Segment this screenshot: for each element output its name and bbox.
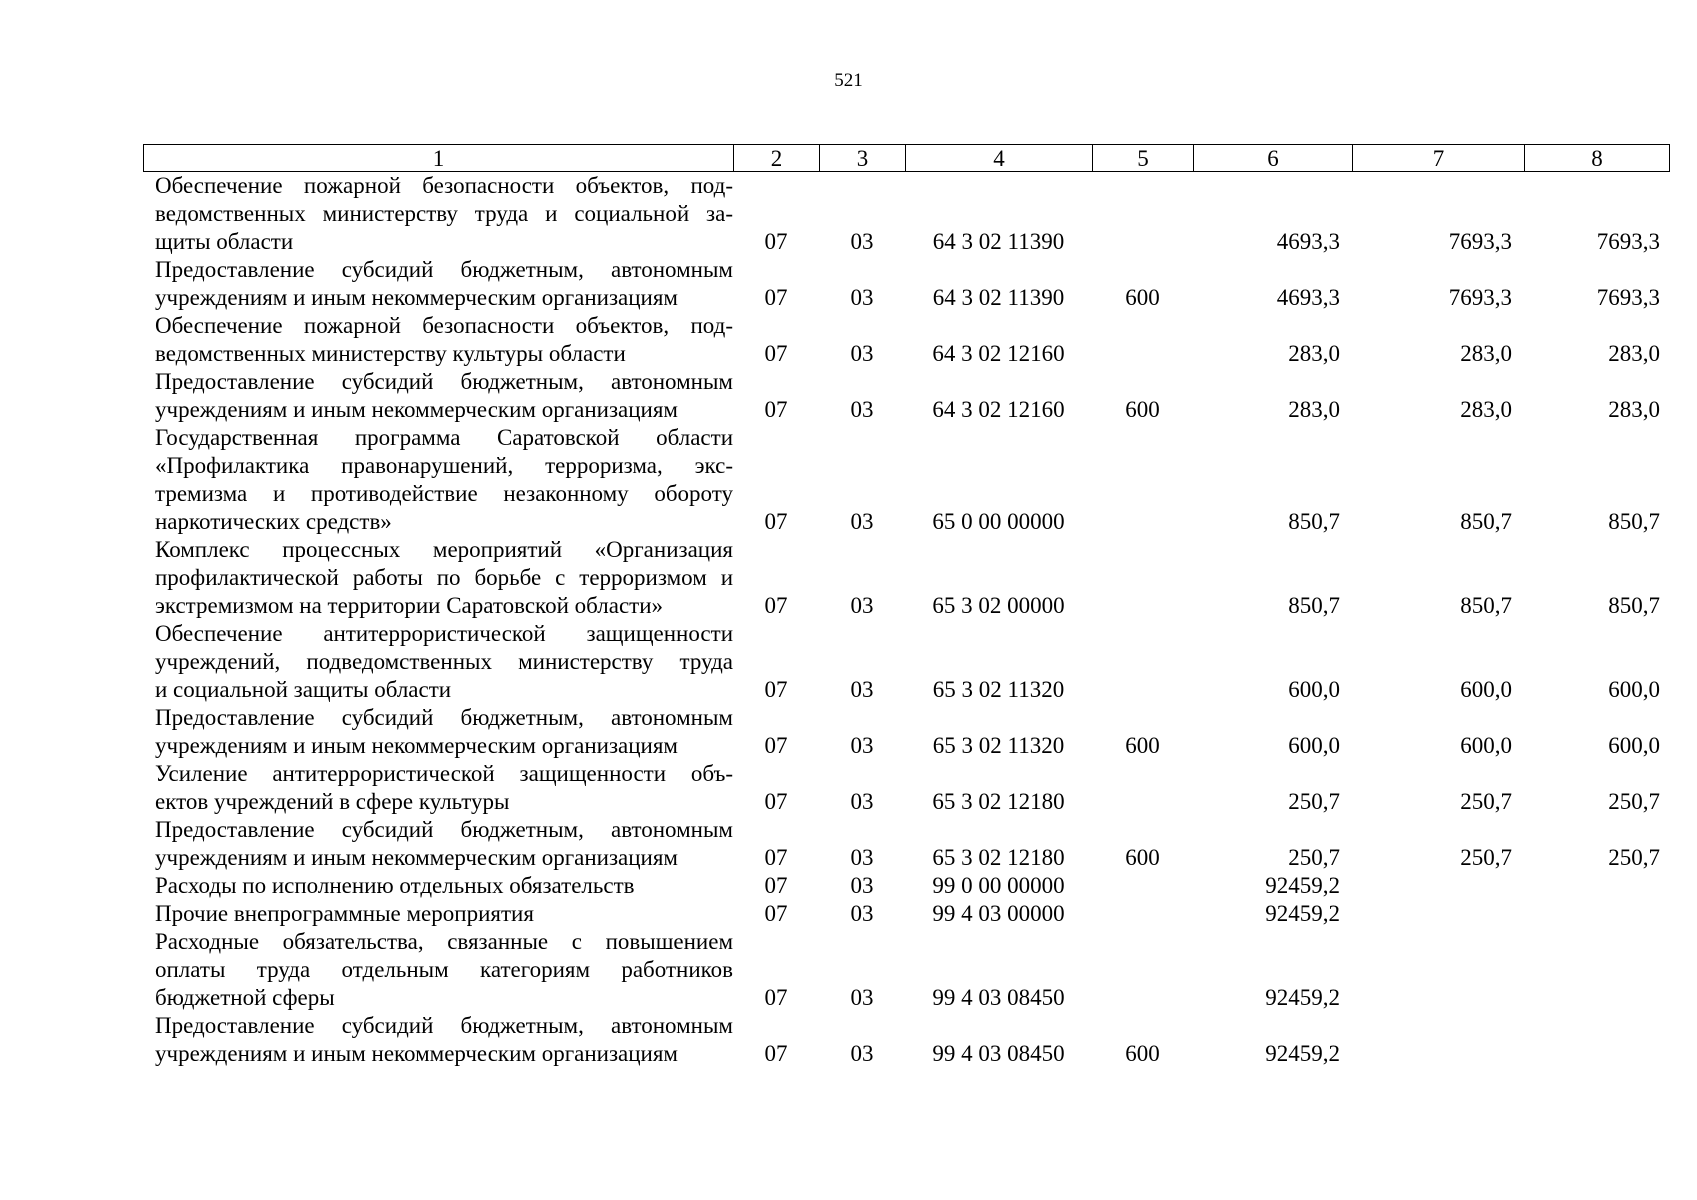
- row-description: [143, 1012, 733, 1068]
- target-article-code: 65 3 02 12180: [932, 845, 1065, 870]
- expense-type-code: 600: [1125, 1041, 1160, 1066]
- amount-year-2: 7693,3: [1448, 229, 1512, 254]
- subsection-code: 03: [850, 593, 874, 618]
- section-code: 07: [764, 901, 788, 926]
- table-row: [143, 928, 1670, 1012]
- row-description: [143, 704, 733, 760]
- amount-year-3: 850,7: [1608, 593, 1660, 618]
- amount-year-3: 250,7: [1608, 789, 1660, 814]
- amount-year-1: 92459,2: [1265, 901, 1340, 926]
- header-col-5: 5: [1093, 145, 1194, 171]
- section-code: 07: [764, 985, 788, 1010]
- amount-year-1: 4693,3: [1276, 285, 1340, 310]
- table-row: [143, 816, 1670, 872]
- table-row: [143, 172, 1670, 256]
- description-line: учреждениям и иным некоммерческим организациям: [155, 1041, 678, 1066]
- description-line: Предоставление субсидий бюджетным, автономным: [155, 705, 733, 730]
- subsection-code: 03: [850, 677, 874, 702]
- amount-year-3: [1524, 900, 1670, 928]
- expense-type-code: [1092, 872, 1193, 900]
- header-col-1: 1: [144, 145, 734, 171]
- table-body: [143, 172, 1670, 1068]
- table-row: [143, 620, 1670, 704]
- description-line: Прочие внепрограммные мероприятия: [155, 901, 534, 926]
- amount-year-3: [1524, 928, 1670, 1012]
- description-line: учреждений, подведомственных министерству труда: [155, 649, 733, 674]
- subsection-code: 03: [850, 229, 874, 254]
- section-code: 07: [764, 229, 788, 254]
- expense-type-code: [1092, 312, 1193, 368]
- table-row: [143, 256, 1670, 312]
- subsection-code: 03: [850, 845, 874, 870]
- expense-type-code: [1092, 620, 1193, 704]
- target-article-code: 99 4 03 08450: [932, 1041, 1065, 1066]
- table-row: [143, 536, 1670, 620]
- amount-year-3: 283,0: [1608, 341, 1660, 366]
- target-article-code: 99 4 03 00000: [932, 901, 1065, 926]
- amount-year-2: [1352, 872, 1524, 900]
- target-article-code: 65 3 02 11320: [932, 677, 1065, 702]
- amount-year-1: 4693,3: [1276, 229, 1340, 254]
- amount-year-1: 92459,2: [1265, 985, 1340, 1010]
- subsection-code: 03: [850, 341, 874, 366]
- description-line: тремизма и противодействие незаконному обороту: [155, 481, 733, 506]
- amount-year-1: 850,7: [1288, 509, 1340, 534]
- table-row: [143, 704, 1670, 760]
- amount-year-3: 283,0: [1608, 397, 1660, 422]
- section-code: 07: [764, 593, 788, 618]
- expense-type-code: [1092, 424, 1193, 536]
- amount-year-1: 92459,2: [1265, 1041, 1340, 1066]
- amount-year-3: 7693,3: [1596, 285, 1660, 310]
- section-code: 07: [764, 509, 788, 534]
- subsection-code: 03: [850, 397, 874, 422]
- amount-year-1: 600,0: [1288, 677, 1340, 702]
- amount-year-3: 250,7: [1608, 845, 1660, 870]
- target-article-code: 65 3 02 00000: [932, 593, 1065, 618]
- row-description: [143, 172, 733, 256]
- description-line: учреждениям и иным некоммерческим организациям: [155, 845, 678, 870]
- amount-year-3: 7693,3: [1596, 229, 1660, 254]
- expense-type-code: 600: [1125, 845, 1160, 870]
- description-line: Обеспечение антитеррористической защищенности: [155, 621, 733, 646]
- expense-type-code: [1092, 928, 1193, 1012]
- target-article-code: 64 3 02 11390: [932, 229, 1065, 254]
- row-description: [143, 620, 733, 704]
- subsection-code: 03: [850, 873, 874, 898]
- section-code: 07: [764, 397, 788, 422]
- section-code: 07: [764, 845, 788, 870]
- description-line: ведомственных министерству культуры области: [155, 341, 626, 366]
- table-row: [143, 368, 1670, 424]
- table-row: [143, 900, 1670, 928]
- amount-year-2: [1352, 1012, 1524, 1068]
- description-line: Обеспечение пожарной безопасности объектов, под-: [155, 313, 733, 338]
- target-article-code: 99 0 00 00000: [932, 873, 1065, 898]
- amount-year-3: 600,0: [1608, 677, 1660, 702]
- amount-year-1: 600,0: [1288, 733, 1340, 758]
- table-row: [143, 1012, 1670, 1068]
- section-code: 07: [764, 1041, 788, 1066]
- header-col-8: 8: [1591, 146, 1603, 171]
- description-line: экстремизмом на территории Саратовской области»: [155, 593, 664, 618]
- table-header: [143, 144, 1670, 172]
- description-line: Государственная программа Саратовской области: [155, 425, 733, 450]
- amount-year-2: 283,0: [1460, 397, 1512, 422]
- section-code: 07: [764, 285, 788, 310]
- header-col-3: 3: [820, 145, 906, 171]
- section-code: 07: [764, 873, 788, 898]
- description-line: учреждениям и иным некоммерческим организациям: [155, 285, 678, 310]
- header-col-4: 4: [906, 145, 1093, 171]
- target-article-code: 64 3 02 12160: [932, 397, 1065, 422]
- description-line: бюджетной сферы: [155, 985, 335, 1010]
- description-line: ведомственных министерству труда и социальной за-: [155, 201, 733, 226]
- amount-year-2: 600,0: [1460, 733, 1512, 758]
- target-article-code: 65 0 00 00000: [932, 509, 1065, 534]
- expense-type-code: [1092, 900, 1193, 928]
- row-description: [143, 424, 733, 536]
- amount-year-2: 7693,3: [1448, 285, 1512, 310]
- description-line: ектов учреждений в сфере культуры: [155, 789, 510, 814]
- description-line: учреждениям и иным некоммерческим организациям: [155, 733, 678, 758]
- description-line: учреждениям и иным некоммерческим организациям: [155, 397, 678, 422]
- table-row: [143, 872, 1670, 900]
- table-row: [143, 312, 1670, 368]
- subsection-code: 03: [850, 509, 874, 534]
- expense-type-code: 600: [1125, 733, 1160, 758]
- description-line: «Профилактика правонарушений, терроризма, экс-: [155, 453, 733, 478]
- section-code: 07: [764, 733, 788, 758]
- target-article-code: 64 3 02 12160: [932, 341, 1065, 366]
- description-line: Обеспечение пожарной безопасности объектов, под-: [155, 173, 733, 198]
- amount-year-3: [1524, 1012, 1670, 1068]
- subsection-code: 03: [850, 1041, 874, 1066]
- header-col-6: 6: [1194, 145, 1353, 171]
- description-line: и социальной защиты области: [155, 677, 452, 702]
- description-line: профилактической работы по борьбе с терроризмом и: [155, 565, 733, 590]
- target-article-code: 65 3 02 12180: [932, 789, 1065, 814]
- description-line: Предоставление субсидий бюджетным, автономным: [155, 369, 733, 394]
- row-description: [143, 256, 733, 312]
- amount-year-1: 283,0: [1288, 341, 1340, 366]
- section-code: 07: [764, 789, 788, 814]
- amount-year-2: 850,7: [1460, 593, 1512, 618]
- table-row: [143, 760, 1670, 816]
- amount-year-1: 250,7: [1288, 845, 1340, 870]
- subsection-code: 03: [850, 901, 874, 926]
- amount-year-3: [1524, 872, 1670, 900]
- amount-year-1: 850,7: [1288, 593, 1340, 618]
- amount-year-1: 250,7: [1288, 789, 1340, 814]
- row-description: [143, 900, 733, 928]
- amount-year-3: 850,7: [1608, 509, 1660, 534]
- page-number: 521: [834, 70, 863, 91]
- amount-year-1: 92459,2: [1265, 873, 1340, 898]
- expense-type-code: 600: [1125, 397, 1160, 422]
- description-line: Расходные обязательства, связанные с повышением: [155, 929, 733, 954]
- table-row: [143, 424, 1670, 536]
- row-description: [143, 760, 733, 816]
- row-description: [143, 928, 733, 1012]
- description-line: Усиление антитеррористической защищенности объ-: [155, 761, 733, 786]
- amount-year-2: 250,7: [1460, 845, 1512, 870]
- amount-year-3: 600,0: [1608, 733, 1660, 758]
- amount-year-2: 250,7: [1460, 789, 1512, 814]
- target-article-code: 64 3 02 11390: [932, 285, 1065, 310]
- subsection-code: 03: [850, 733, 874, 758]
- description-line: Предоставление субсидий бюджетным, автономным: [155, 1013, 733, 1038]
- subsection-code: 03: [850, 285, 874, 310]
- subsection-code: 03: [850, 789, 874, 814]
- expense-type-code: [1092, 172, 1193, 256]
- description-line: Предоставление субсидий бюджетным, автономным: [155, 257, 733, 282]
- description-line: Предоставление субсидий бюджетным, автономным: [155, 817, 733, 842]
- row-description: [143, 536, 733, 620]
- description-line: наркотических средств»: [155, 509, 392, 534]
- expense-type-code: [1092, 760, 1193, 816]
- amount-year-1: 283,0: [1288, 397, 1340, 422]
- subsection-code: 03: [850, 985, 874, 1010]
- target-article-code: 99 4 03 08450: [932, 985, 1065, 1010]
- description-line: оплаты труда отдельным категориям работников: [155, 957, 733, 982]
- section-code: 07: [764, 341, 788, 366]
- header-col-2: 2: [734, 145, 820, 171]
- row-description: [143, 816, 733, 872]
- description-line: щиты области: [155, 229, 294, 254]
- amount-year-2: 283,0: [1460, 341, 1512, 366]
- expense-type-code: [1092, 536, 1193, 620]
- row-description: [143, 872, 733, 900]
- target-article-code: 65 3 02 11320: [932, 733, 1065, 758]
- header-col-7: 7: [1353, 145, 1525, 171]
- amount-year-2: [1352, 900, 1524, 928]
- amount-year-2: [1352, 928, 1524, 1012]
- description-line: Расходы по исполнению отдельных обязательств: [155, 873, 635, 898]
- expense-type-code: 600: [1125, 285, 1160, 310]
- row-description: [143, 312, 733, 368]
- description-line: Комплекс процессных мероприятий «Организация: [155, 537, 733, 562]
- row-description: [143, 368, 733, 424]
- amount-year-2: 600,0: [1460, 677, 1512, 702]
- section-code: 07: [764, 677, 788, 702]
- amount-year-2: 850,7: [1460, 509, 1512, 534]
